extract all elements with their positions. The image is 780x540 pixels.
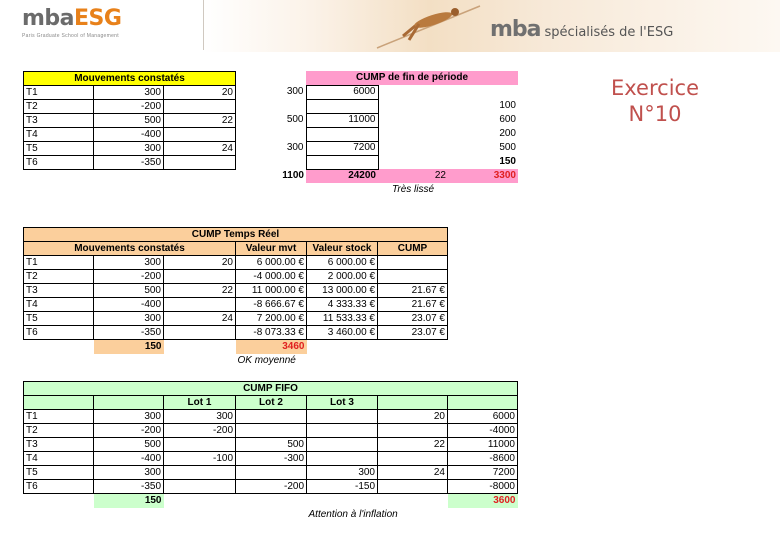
table-row: T6 -350 -200 -150 -8000	[24, 480, 518, 494]
note-text: OK moyenné	[237, 354, 296, 366]
table-row: 150	[264, 155, 518, 169]
table-row: T4 -400 -100 -300 -8600	[24, 452, 518, 466]
brand-mba: mba	[490, 17, 541, 42]
header-divider	[203, 0, 204, 50]
table-row: T6 -350 -8 073.33 € 3 460.00 € 23.07 €	[24, 326, 448, 340]
brand-text	[490, 17, 673, 42]
table-row: T3 500 22 11 000.00 € 13 000.00 € 21.67 €	[24, 284, 448, 298]
table-row: T3 500 500 22 11000	[24, 438, 518, 452]
brand-tagline: spécialisés de l'ESG	[544, 25, 674, 40]
table-row: T2 -200 -200 -4000	[24, 424, 518, 438]
header-valeur-stock: Valeur stock	[307, 242, 378, 256]
header-lot-2: Lot 2	[236, 396, 307, 410]
table-row: 500 11000 600	[286, 114, 516, 125]
title-line-2: N°10	[628, 102, 682, 126]
table-title: Mouvements constatés	[24, 72, 236, 86]
table-row: T5 300 24	[24, 142, 236, 156]
table-row: 200	[264, 127, 518, 141]
pole-vault-athlete-icon	[375, 0, 485, 50]
table-row: T4 -400 -8 666.67 € 4 333.33 € 21.67 €	[24, 298, 448, 312]
table-title: CUMP FIFO	[24, 382, 518, 396]
logo-subtitle: Paris Graduate School of Management	[22, 33, 119, 39]
table-mouvements	[23, 71, 236, 170]
table-cump-temps-reel	[23, 227, 448, 368]
result-value: 3460	[236, 340, 307, 354]
total-qty: 150	[94, 340, 164, 354]
total-value: 24200	[306, 169, 378, 183]
table-row: T4 -400	[24, 128, 236, 142]
logo-esg-text: ESG	[74, 6, 122, 31]
slide-title	[596, 75, 714, 127]
note-text: Très lissé	[392, 184, 435, 195]
table-row: T1 300 300 20 6000	[24, 410, 518, 424]
mba-esg-logo	[22, 8, 121, 39]
header-lot-1: Lot 1	[164, 396, 236, 410]
header-mouvements: Mouvements constatés	[24, 242, 236, 256]
total-qty: 150	[94, 494, 164, 508]
table-title: CUMP de fin de période	[306, 71, 518, 85]
header-valeur-mvt: Valeur mvt	[236, 242, 307, 256]
table-row: T2 -200	[24, 100, 236, 114]
table-row: 100	[264, 99, 518, 113]
header-lot-3: Lot 3	[307, 396, 378, 410]
totals-row	[24, 494, 518, 508]
logo-mba-text: mba	[22, 6, 75, 31]
table-row: 300 7200 500	[286, 142, 516, 153]
title-line-1: Exercice	[611, 76, 699, 100]
table-row: T5 300 24 7 200.00 € 11 533.33 € 23.07 €	[24, 312, 448, 326]
totals-row	[24, 340, 448, 354]
table-row: T5 300 300 24 7200	[24, 466, 518, 480]
table-row: T3 500 22	[24, 114, 236, 128]
table-row: T6 -350	[24, 156, 236, 170]
header-cump: CUMP	[378, 242, 448, 256]
table-title: CUMP Temps Réel	[24, 228, 448, 242]
table-row: T2 -200 -4 000.00 € 2 000.00 €	[24, 270, 448, 284]
table-cump-fifo	[23, 381, 518, 522]
result-value: 3600	[448, 494, 518, 508]
avg-cost: 22	[378, 169, 448, 183]
table-row: T1 300 20 6 000.00 € 6 000.00 €	[24, 256, 448, 270]
totals-row	[264, 169, 518, 183]
total-qty: 1100	[282, 170, 304, 181]
table-row: T1 300 20	[24, 86, 236, 100]
table-cump-fin-periode	[264, 71, 518, 197]
header-row	[24, 396, 518, 410]
header-row	[24, 242, 448, 256]
table-row: 300 6000	[264, 85, 518, 99]
result-value: 3300	[448, 169, 518, 183]
header-banner	[0, 0, 780, 52]
note-text: Attention à l'inflation	[308, 508, 398, 520]
